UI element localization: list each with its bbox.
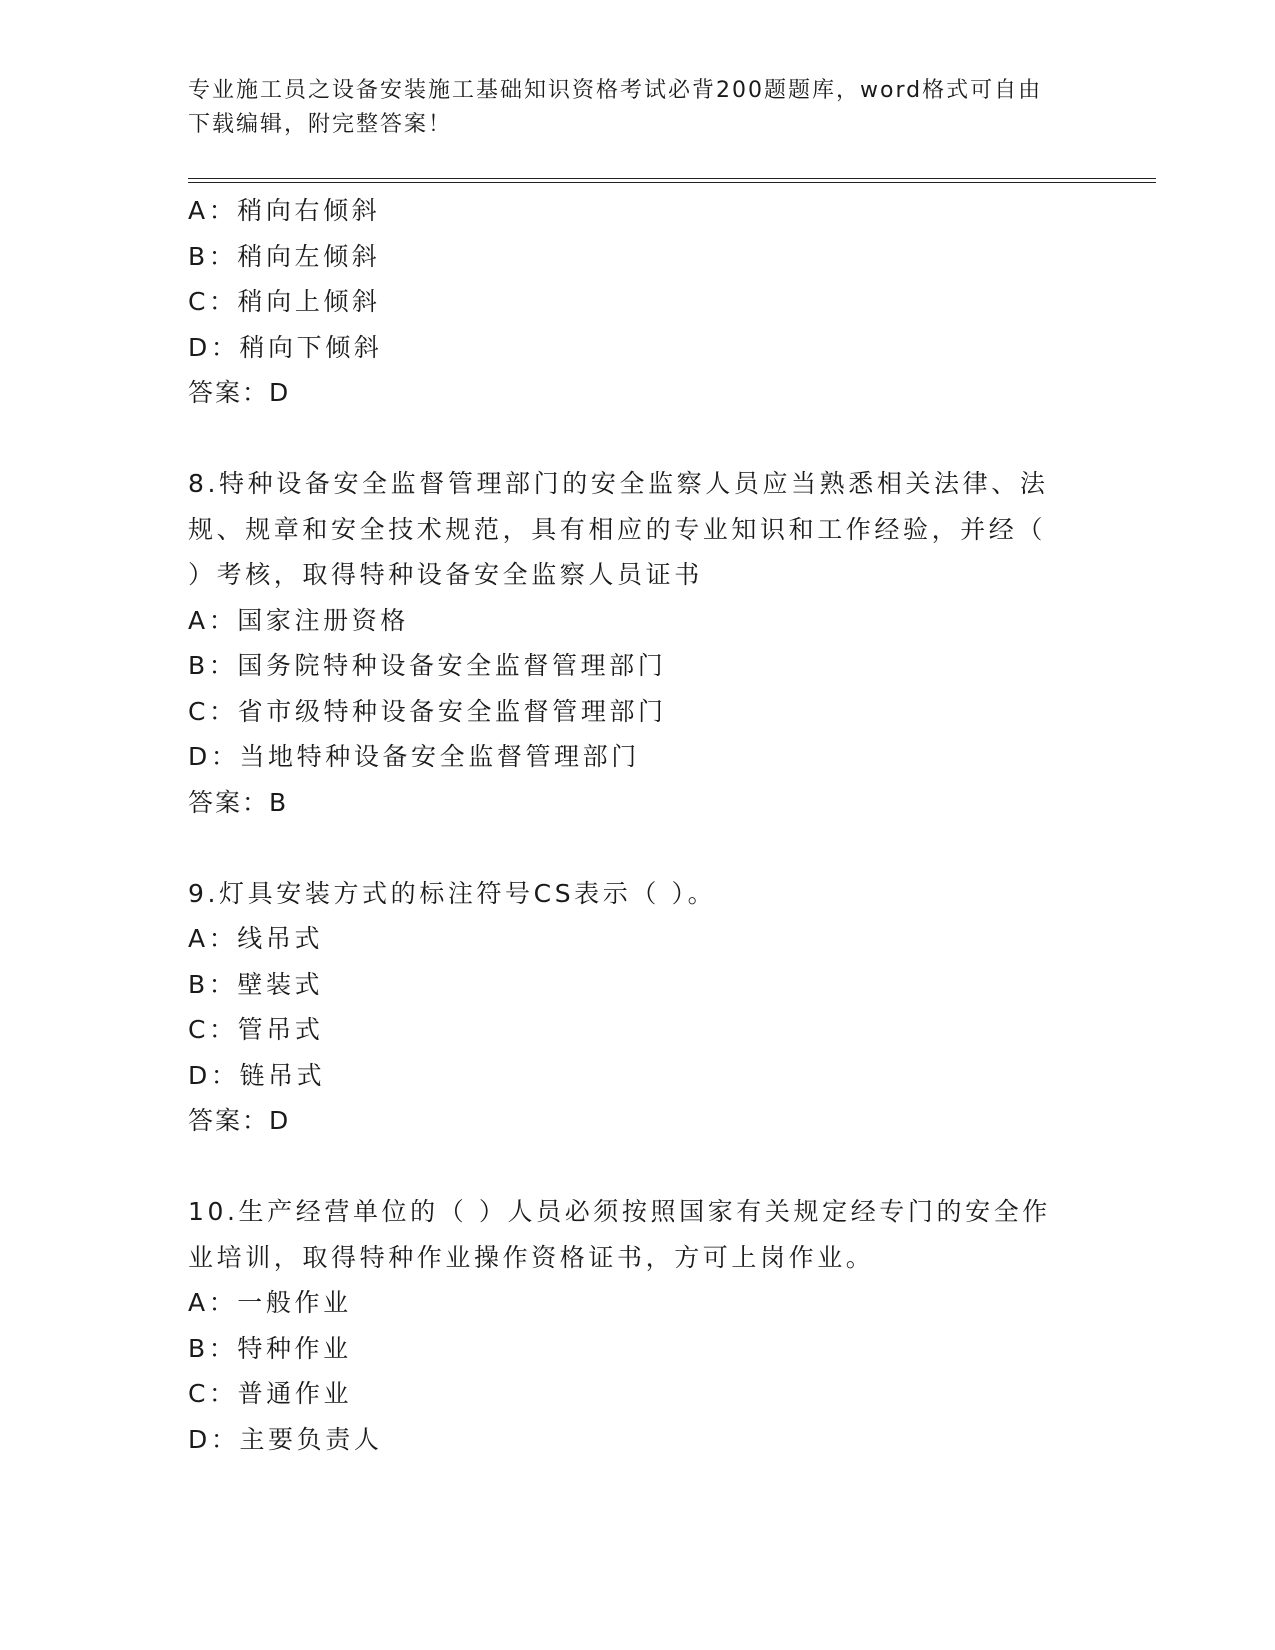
header-divider-top — [188, 178, 1156, 179]
option-a: A：国家注册资格 — [188, 605, 409, 635]
question-7 — [188, 188, 1088, 416]
question-10 — [188, 1189, 1088, 1462]
spacer — [188, 1144, 1088, 1190]
option-a: A：一般作业 — [188, 1288, 352, 1317]
question-text-line: 10.生产经营单位的（ ）人员必须按照国家有关规定经专门的安全作 — [188, 1197, 1051, 1226]
spacer — [188, 825, 1088, 871]
option-d: D：稍向下倾斜 — [188, 332, 383, 362]
header-line-2: 下载编辑，附完整答案！ — [188, 112, 453, 137]
header-line-1: 专业施工员之设备安装施工基础知识资格考试必背200题题库，word格式可自由 — [188, 78, 1043, 103]
option-c: C：普通作业 — [188, 1379, 353, 1408]
option-a: A：稍向右倾斜 — [188, 196, 381, 225]
question-text-line: ）考核，取得特种设备安全监察人员证书 — [188, 560, 703, 589]
answer: 答案：D — [188, 1106, 291, 1135]
question-8 — [188, 461, 1088, 825]
answer: 答案：B — [188, 787, 289, 817]
question-text-line: 9.灯具安装方式的标注符号CS表示（ ）。 — [188, 878, 717, 908]
answer: 答案：D — [188, 378, 291, 407]
option-c: C：稍向上倾斜 — [188, 287, 381, 316]
option-c: C：管吊式 — [188, 1015, 324, 1044]
question-list — [188, 188, 1088, 1462]
document-header — [188, 74, 1068, 142]
option-a: A：线吊式 — [188, 924, 324, 953]
question-text-line: 8.特种设备安全监督管理部门的安全监察人员应当熟悉相关法律、法 — [188, 469, 1049, 498]
question-9 — [188, 871, 1088, 1144]
header-divider-bottom — [188, 182, 1156, 183]
option-d: D：链吊式 — [188, 1060, 326, 1090]
option-b: B：壁装式 — [188, 969, 324, 999]
option-b: B：国务院特种设备安全监督管理部门 — [188, 651, 667, 680]
question-text-line: 业培训，取得特种作业操作资格证书，方可上岗作业。 — [188, 1242, 875, 1272]
spacer — [188, 416, 1088, 462]
option-d: D：当地特种设备安全监督管理部门 — [188, 742, 640, 771]
option-b: B：特种作业 — [188, 1333, 352, 1363]
option-b: B：稍向左倾斜 — [188, 241, 381, 271]
option-c: C：省市级特种设备安全监督管理部门 — [188, 696, 667, 726]
question-text-line: 规、规章和安全技术规范，具有相应的专业知识和工作经验，并经（ — [188, 514, 1047, 544]
option-d: D：主要负责人 — [188, 1424, 383, 1454]
